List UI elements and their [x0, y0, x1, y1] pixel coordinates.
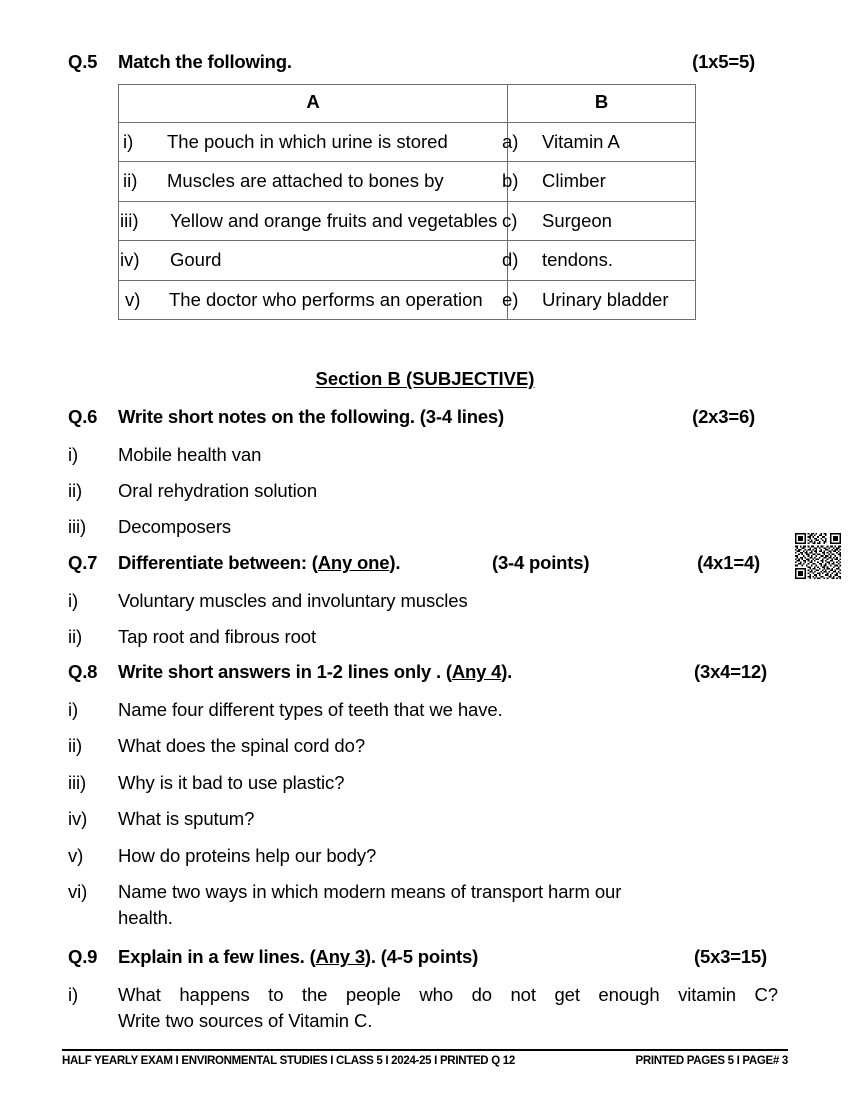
item-number: b)	[502, 170, 519, 192]
cell-column-a	[119, 280, 508, 320]
item-text: Decomposers	[118, 516, 232, 537]
match-the-following-table	[118, 84, 696, 320]
item-text-line1: What happens to the people who do not get enough vitamin C?	[118, 984, 778, 1005]
cell-column-b	[502, 122, 696, 162]
list-item	[68, 697, 782, 723]
item-text: The doctor who performs an operation	[169, 288, 483, 310]
item-number: i)	[123, 130, 134, 152]
q7-text-before: Differentiate between: (	[118, 552, 318, 573]
item-text: Voluntary muscles and involuntary muscles	[118, 590, 468, 611]
list-item	[68, 879, 782, 932]
q9-text-after: ). (4-5 points)	[364, 946, 479, 967]
item-text	[118, 879, 782, 932]
table-row	[119, 280, 696, 320]
list-item	[68, 514, 782, 540]
item-number: iv)	[68, 808, 88, 829]
list-item	[68, 770, 782, 796]
item-text: What does the spinal cord do?	[118, 735, 366, 756]
q5-text: Match the following.	[118, 51, 292, 72]
cell-column-b	[502, 241, 696, 281]
q8-text-after: ).	[501, 661, 513, 682]
item-number: ii)	[68, 626, 83, 647]
q5-marks: (1x5=5)	[692, 51, 755, 72]
list-item	[68, 843, 782, 869]
section-b-heading-text: Section B (SUBJECTIVE)	[315, 368, 535, 389]
item-text-line2: health.	[118, 907, 173, 929]
page-footer	[62, 1055, 788, 1067]
item-number: d)	[502, 249, 519, 271]
item-number: iv)	[120, 249, 140, 271]
item-number: c)	[502, 209, 518, 231]
q9-text	[118, 946, 478, 968]
cell-column-a	[119, 201, 508, 241]
q7-label: Q.7	[68, 552, 98, 573]
item-number: i)	[68, 590, 79, 611]
item-number: i)	[68, 984, 79, 1005]
item-text-line1: Name two ways in which modern means of transport harm our	[118, 881, 622, 902]
q7-points: (3-4 points)	[492, 552, 590, 573]
item-number: a)	[502, 130, 519, 152]
table-row	[119, 162, 696, 202]
list-item	[68, 588, 782, 614]
table-row	[119, 122, 696, 162]
list-item	[68, 982, 778, 1035]
list-item	[68, 806, 782, 832]
item-text: Muscles are attached to bones by	[167, 170, 444, 192]
q7-text-after: ).	[389, 552, 401, 573]
q8-label: Q.8	[68, 661, 98, 682]
q6-text: Write short notes on the following. (3-4 lines)	[118, 406, 504, 427]
item-number: i)	[68, 699, 79, 720]
item-text: Name four different types of teeth that we have.	[118, 699, 503, 720]
section-b-heading	[0, 368, 850, 390]
item-text: The pouch in which urine is stored	[167, 130, 448, 152]
q5-label: Q.5	[68, 51, 98, 72]
q6-marks: (2x3=6)	[692, 406, 755, 427]
item-text: Why is it bad to use plastic?	[118, 772, 345, 793]
item-number: iii)	[68, 772, 87, 793]
item-number: e)	[502, 288, 519, 310]
footer-left-text: HALF YEARLY EXAM I ENVIRONMENTAL STUDIES I CLASS 5 I 2024-25 I PRINTED Q 12	[62, 1055, 515, 1067]
footer-divider	[62, 1049, 788, 1051]
q6-label: Q.6	[68, 406, 98, 427]
q8-text-underlined: Any 4	[451, 661, 502, 682]
item-number: v)	[125, 288, 141, 310]
cell-column-b	[502, 162, 696, 202]
item-number: iii)	[68, 516, 87, 537]
cell-column-a	[119, 162, 508, 202]
item-text: Tap root and fibrous root	[118, 626, 317, 647]
q9-label: Q.9	[68, 946, 98, 967]
cell-column-b	[502, 201, 696, 241]
list-item	[68, 442, 782, 468]
item-number: v)	[68, 845, 84, 866]
item-text: How do proteins help our body?	[118, 845, 377, 866]
q7-text-underlined: Any one	[317, 552, 390, 573]
q8-marks: (3x4=12)	[694, 661, 767, 682]
table-row	[119, 241, 696, 281]
item-text: Mobile health van	[118, 444, 262, 465]
cell-column-a	[119, 241, 508, 281]
q9-text-before: Explain in a few lines. (	[118, 946, 316, 967]
item-number: iii)	[120, 209, 139, 231]
qr-code-icon	[795, 533, 841, 579]
q9-text-underlined: Any 3	[315, 946, 365, 967]
table-row	[119, 201, 696, 241]
list-item	[68, 733, 782, 759]
table-header-row	[119, 85, 696, 123]
item-text: Vitamin A	[542, 130, 620, 152]
item-text: What is sputum?	[118, 808, 255, 829]
column-header-a: A	[119, 85, 508, 123]
item-number: vi)	[68, 881, 88, 902]
item-text: Climber	[542, 170, 606, 192]
q8-text-before: Write short answers in 1-2 lines only . (	[118, 661, 452, 682]
cell-column-a	[119, 122, 508, 162]
item-text: Oral rehydration solution	[118, 480, 318, 501]
q8-text	[118, 661, 512, 683]
item-number: i)	[68, 444, 79, 465]
q7-text	[118, 552, 400, 574]
column-header-b: B	[508, 85, 696, 123]
q9-marks: (5x3=15)	[694, 946, 767, 967]
item-text: Gourd	[170, 249, 222, 271]
item-text: tendons.	[542, 249, 613, 271]
item-text	[118, 982, 778, 1035]
list-item	[68, 478, 782, 504]
list-item	[68, 624, 782, 650]
item-text: Surgeon	[542, 209, 612, 231]
item-text-line2: Write two sources of Vitamin C.	[118, 1010, 373, 1032]
item-text: Yellow and orange fruits and vegetables	[170, 209, 498, 231]
item-number: ii)	[68, 735, 83, 756]
q7-marks: (4x1=4)	[697, 552, 760, 573]
footer-right-text: PRINTED PAGES 5 I PAGE# 3	[635, 1055, 788, 1067]
cell-column-b	[502, 280, 696, 320]
item-number: ii)	[123, 170, 138, 192]
item-number: ii)	[68, 480, 83, 501]
item-text: Urinary bladder	[542, 288, 669, 310]
